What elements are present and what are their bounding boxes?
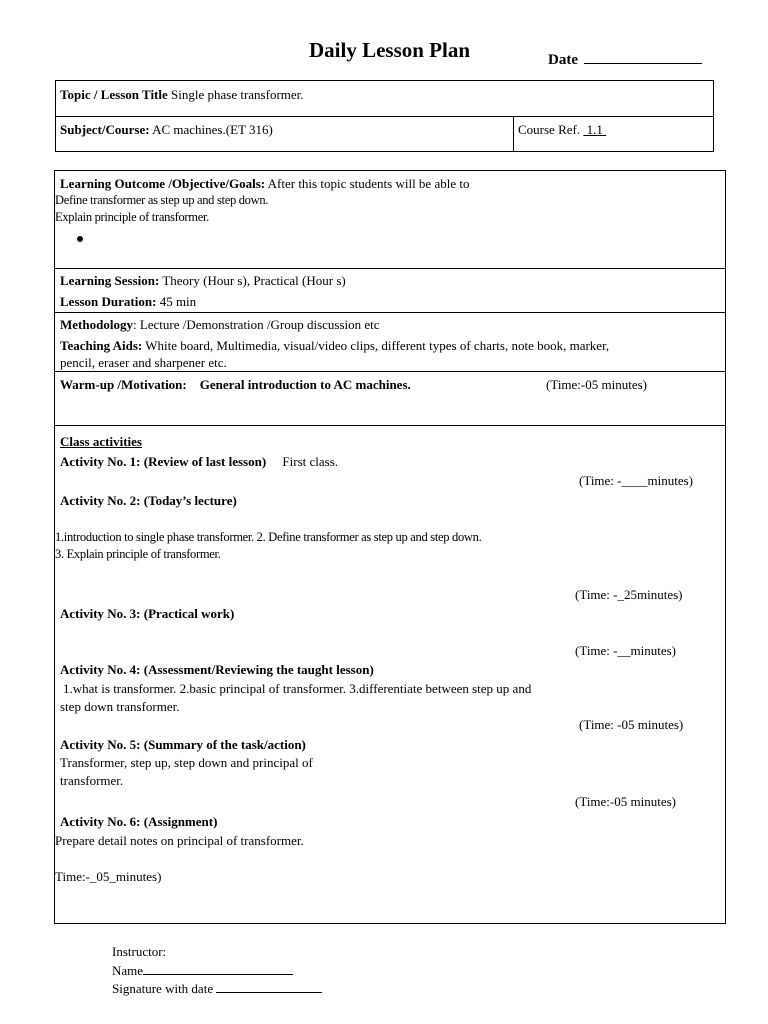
date-blank [584, 50, 702, 64]
session-row [60, 273, 346, 289]
divider-session [54, 312, 726, 313]
activity-2-label: Activity No. 2: (Today’s lecture) [60, 493, 237, 508]
date-field [548, 50, 702, 69]
activity-4-label: Activity No. 4: (Assessment/Reviewing the taught lesson) [60, 662, 374, 677]
outcome-label: Learning Outcome /Objective/Goals: [60, 176, 266, 191]
subject-label: Subject/Course: [60, 122, 150, 137]
topic-label: Topic / Lesson Title [60, 87, 168, 102]
activity-5-line-1: Transformer, step up, step down and principal of [60, 755, 313, 770]
activity-1 [60, 454, 338, 470]
teaching-aids-line-2: pencil, eraser and sharpener etc. [60, 355, 227, 370]
topic-value: Single phase transformer. [171, 87, 304, 102]
warmup-row [60, 377, 411, 393]
activity-5-label: Activity No. 5: (Summary of the task/action) [60, 737, 306, 752]
methodology-value: : Lecture /Demonstration /Group discussion etc [132, 317, 380, 332]
signature-blank [216, 980, 322, 993]
activity-1-time: (Time: -____minutes) [579, 473, 693, 488]
session-value: Theory (Hour s), Practical (Hour s) [162, 273, 346, 288]
teaching-aids-row [60, 338, 609, 354]
methodology-row [60, 317, 380, 333]
teaching-aids-line-1: White board, Multimedia, visual/video clips, different types of charts, note book, marker, [145, 338, 610, 353]
activity-5-line-2: transformer. [60, 773, 124, 788]
name-field [112, 962, 293, 979]
activity-2-line-1: 1.introduction to single phase transformer. 2. Define transformer as step up and step down. [55, 530, 482, 544]
signature-label: Signature with date [112, 981, 214, 996]
activity-2-line-2: 3. Explain principle of transformer. [55, 547, 221, 561]
bullet-point [77, 236, 83, 242]
topic-divider [55, 116, 714, 117]
activity-4-line-2: step down transformer. [60, 699, 180, 714]
activity-6-time: Time:-_05_minutes) [55, 869, 162, 884]
name-blank [143, 962, 293, 975]
duration-value: 45 min [159, 294, 197, 309]
divider-methodology [54, 371, 726, 372]
subject-value: AC machines.(ET 316) [152, 122, 273, 137]
course-ref-divider [513, 116, 514, 152]
course-ref [518, 122, 606, 138]
date-label: Date [548, 52, 578, 68]
name-label: Name [112, 963, 144, 978]
outcome-row [60, 176, 469, 192]
outcome-line-2: Explain principle of transformer. [55, 210, 209, 224]
activity-6-label: Activity No. 6: (Assignment) [60, 814, 218, 829]
methodology-label: Methodology [60, 317, 133, 332]
activity-1-text: First class. [282, 454, 339, 469]
course-ref-value: 1.1 [586, 122, 603, 137]
warmup-value: General introduction to AC machines. [199, 377, 411, 392]
signature-field [112, 980, 322, 997]
page-title: Daily Lesson Plan [309, 38, 471, 62]
divider-warmup [54, 425, 726, 426]
subject-row [60, 122, 273, 138]
duration-row [60, 294, 196, 310]
warmup-label: Warm-up /Motivation: [60, 377, 187, 392]
activity-1-label: Activity No. 1: (Review of last lesson) [60, 454, 267, 469]
activity-3-time: (Time: -__minutes) [575, 643, 676, 658]
activity-2-time: (Time: -_25minutes) [575, 587, 683, 602]
outcome-intro: After this topic students will be able to [267, 176, 470, 191]
class-activities-heading: Class activities [60, 434, 142, 449]
activity-4-line-1: 1.what is transformer. 2.basic principal of transformer. 3.differentiate between step up and [63, 681, 532, 696]
warmup-time: (Time:-05 minutes) [546, 377, 647, 392]
topic-row [60, 87, 304, 103]
teaching-aids-label: Teaching Aids: [60, 338, 143, 353]
divider-outcome [54, 268, 726, 269]
activity-5-time: (Time:-05 minutes) [575, 794, 676, 809]
activity-6-line-1: Prepare detail notes on principal of transformer. [55, 833, 304, 848]
session-label: Learning Session: [60, 273, 160, 288]
outcome-line-1: Define transformer as step up and step down. [55, 193, 269, 207]
course-ref-label: Course Ref. [518, 122, 581, 137]
activity-3-label: Activity No. 3: (Practical work) [60, 606, 235, 621]
duration-label: Lesson Duration: [60, 294, 157, 309]
activity-4-time: (Time: -05 minutes) [579, 717, 684, 732]
instructor-label: Instructor: [112, 944, 167, 959]
